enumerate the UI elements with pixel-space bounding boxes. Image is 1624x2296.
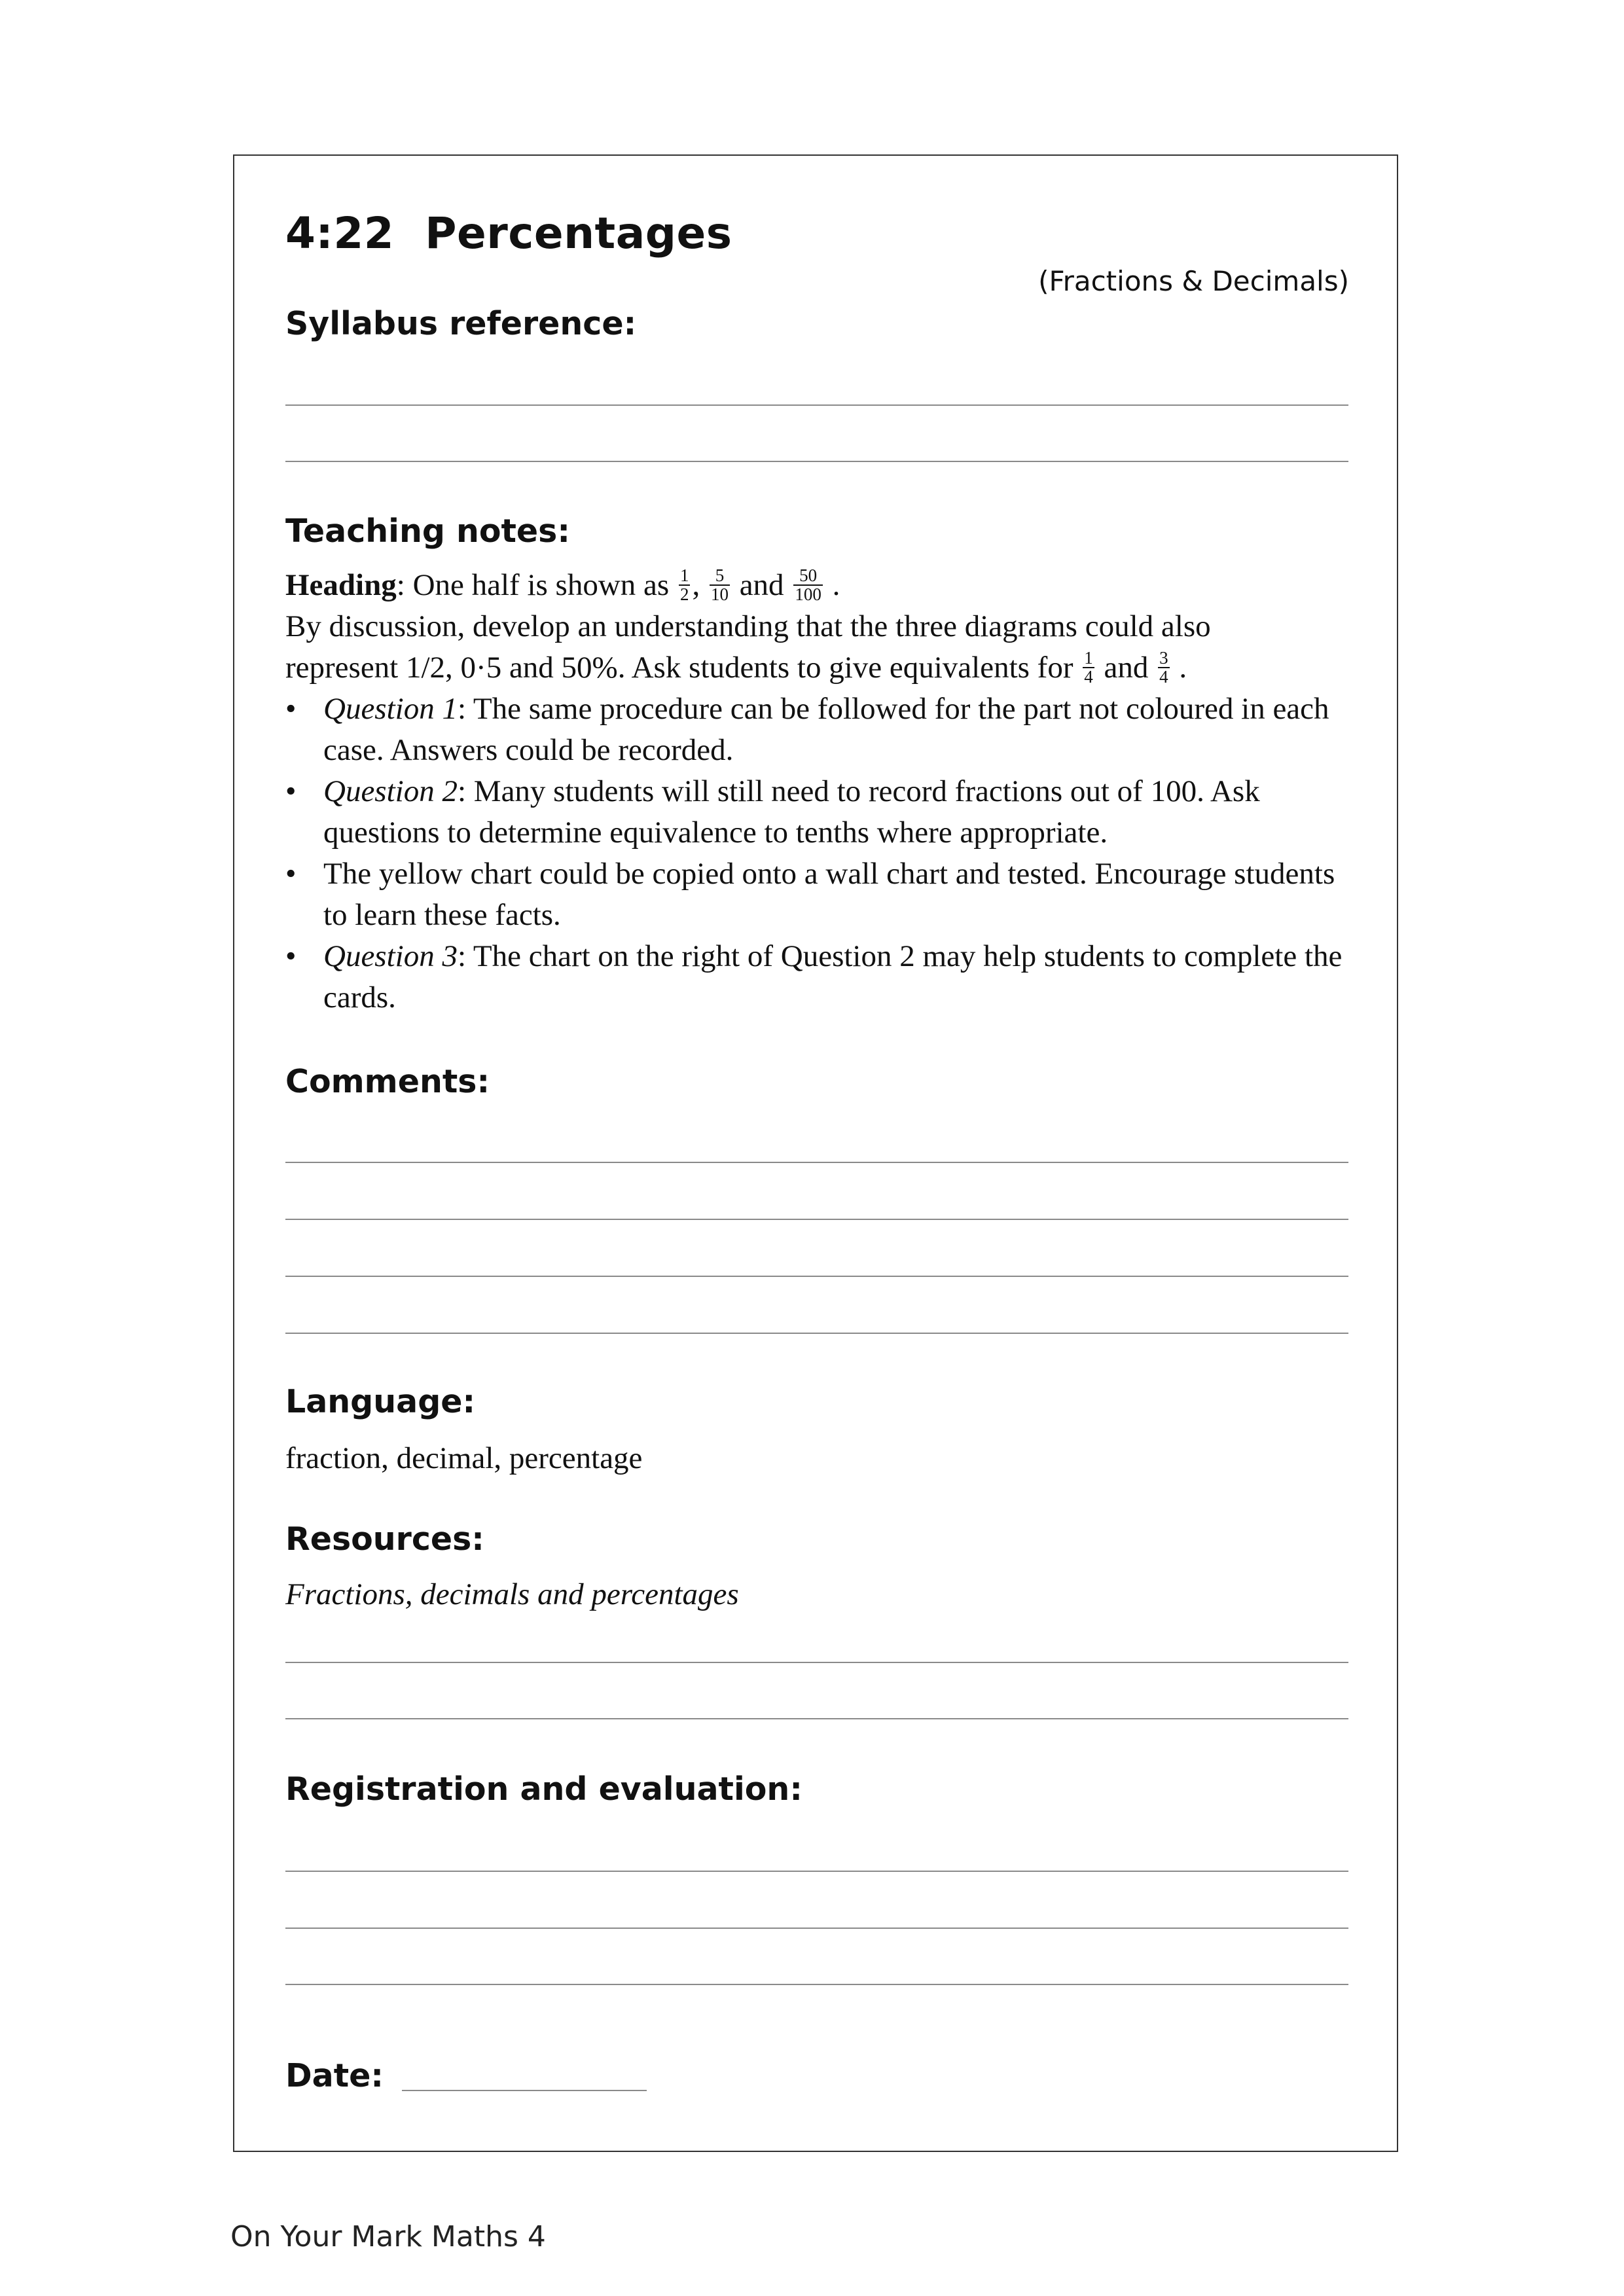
syllabus-heading: Syllabus reference: [285,305,637,342]
page-title: 4:22 Percentages [285,208,732,259]
list-item [285,689,1359,771]
teaching-notes-heading: Teaching notes: [285,512,570,550]
resources-line-2 [285,1718,1348,1719]
notes-bullet-list [285,689,1359,1018]
list-item-text: : The same procedure can be followed for the part not coloured in each case. Answers could be recorded. [323,692,1329,768]
question-ref: Question 3 [323,939,458,974]
fraction-three-quarters [1158,649,1170,686]
fraction-numerator: 1 [1084,648,1093,668]
notes-line-1-text: : One half is shown as [396,568,670,602]
and-word: and [739,568,784,602]
notes-line-2: By discussion, develop an understanding that the three diagrams could also [285,609,1211,644]
period: . [832,568,840,602]
question-ref: Question 1 [323,692,458,726]
comments-heading: Comments: [285,1063,490,1100]
comments-line-1 [285,1162,1348,1163]
comments-line-2 [285,1219,1348,1220]
resources-line-1 [285,1662,1348,1663]
list-item-text: : The chart on the right of Question 2 may help students to complete the cards. [323,939,1343,1015]
date-label: Date: [285,2057,384,2094]
fraction-one-quarter [1083,649,1094,686]
fraction-denominator: 100 [795,584,821,605]
worksheet-frame [233,154,1398,2152]
language-heading: Language: [285,1383,476,1420]
notes-line-3-text: represent 1/2, 0·5 and 50%. Ask students to give equivalents for [285,651,1074,685]
syllabus-line-2 [285,461,1348,462]
notes-line-3 [285,647,1359,689]
registration-line-3 [285,1984,1348,1985]
bullet-icon: • [285,774,297,809]
comments-line-4 [285,1333,1348,1334]
comments-line-3 [285,1276,1348,1277]
fraction-denominator: 10 [710,584,729,605]
fraction-numerator: 1 [679,565,689,586]
period: . [1179,651,1187,685]
fraction-denominator: 4 [1084,667,1093,687]
fraction-denominator: 2 [679,584,689,605]
list-item [285,936,1359,1018]
resources-text: Fractions, decimals and percentages [285,1577,739,1611]
list-item [285,771,1359,853]
notes-heading-label: Heading [285,568,397,602]
date-field-line [402,2090,647,2091]
bullet-icon: • [285,692,297,726]
bullet-icon: • [285,939,297,974]
notes-line-1 [285,565,1359,606]
resources-heading: Resources: [285,1520,484,1558]
fraction-numerator: 50 [793,567,823,586]
and-word: and [1104,651,1149,685]
language-text: fraction, decimal, percentage [285,1441,643,1475]
teaching-notes-body [285,565,1359,1018]
comma: , [692,568,700,602]
fraction-numerator: 3 [1159,648,1168,668]
fraction-fifty-hundredths [793,567,823,603]
fraction-one-half [679,567,691,603]
registration-line-2 [285,1928,1348,1929]
registration-heading: Registration and evaluation: [285,1770,803,1808]
page-subtitle: (Fractions & Decimals) [1038,265,1349,297]
list-item-text: : Many students will still need to record fractions out of 100. Ask questions to determine equivalence to tenths where appropriate. [323,774,1260,850]
list-item-text: The yellow chart could be copied onto a wall chart and tested. Encourage students to learn these facts. [323,857,1335,933]
fraction-numerator: 5 [710,567,730,586]
syllabus-line-1 [285,404,1348,406]
fraction-denominator: 4 [1159,667,1168,687]
bullet-icon: • [285,857,297,891]
registration-line-1 [285,1871,1348,1872]
footer-book-title: On Your Mark Maths 4 [230,2220,546,2253]
question-ref: Question 2 [323,774,458,809]
list-item [285,853,1359,936]
fraction-five-tenths [710,567,730,603]
